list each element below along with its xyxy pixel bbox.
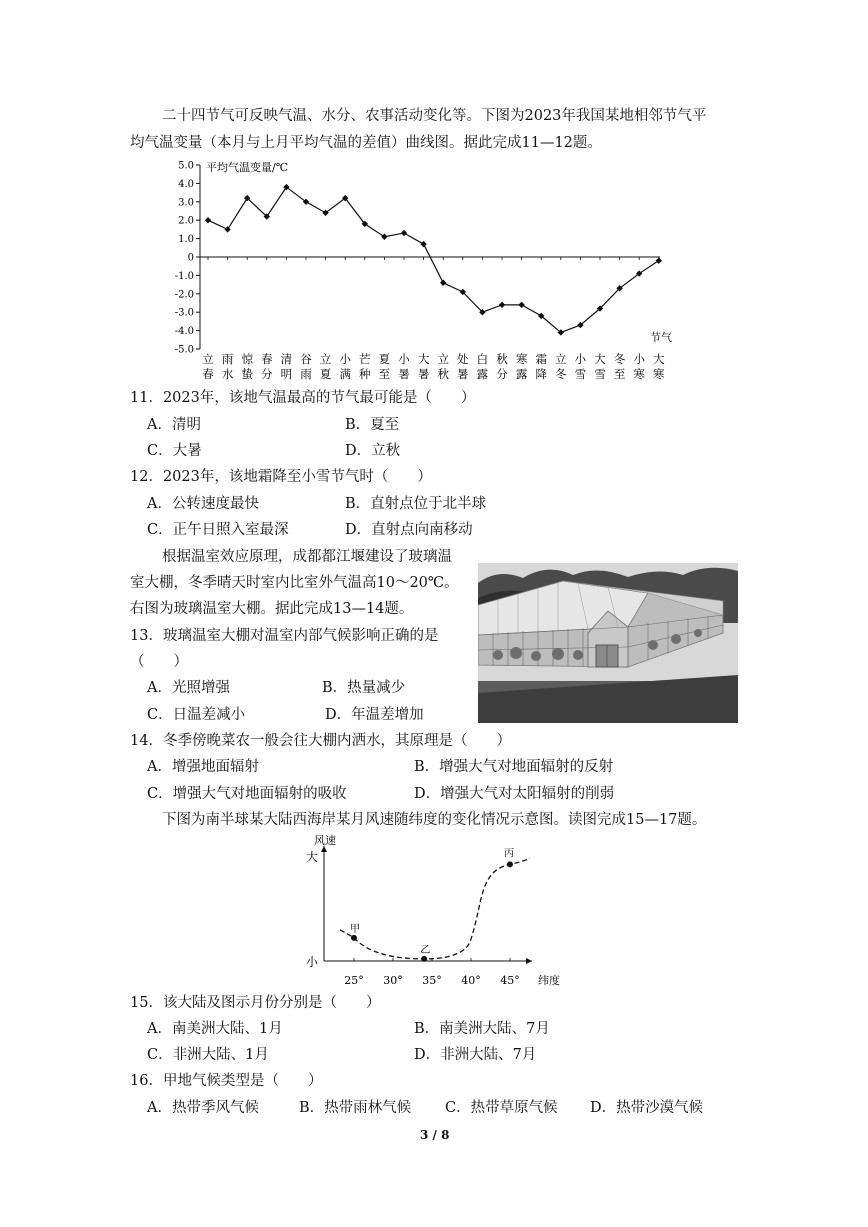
y-tick-label: -3.0 [174,307,194,319]
q13-stem-bracket: （ ） [130,654,188,670]
x-tick-label: 春 [261,352,273,366]
q12-option-b: B．直射点位于北半球 [345,496,487,512]
q13-option-b: B．热量减少 [322,680,406,696]
x-tick-label: 夏 [319,367,332,381]
x-tick-label: 小 [398,352,410,366]
wind-speed-chart [300,832,570,992]
q11-option-a: A．清明 [147,417,201,433]
y-tick-label: 2.0 [178,215,194,227]
x-axis-label: 纬度 [538,974,560,987]
q12-option-d: D．直射点向南移动 [345,522,473,538]
q13-stem: 13．玻璃温室大棚对温室内部气候影响正确的是 [130,628,439,644]
point-label: 甲 [350,923,360,935]
intro2-line2: 室大棚，冬季晴天时室内比室外气温高10～20℃。 [130,575,459,591]
data-point [656,257,662,263]
y-tick-label: 5.0 [178,160,194,172]
intro1-line1: 二十四节气可反映气温、水分、农事活动变化等。下图为2023年我国某地相邻节气平 [162,108,707,124]
x-tick-label: 满 [339,367,351,381]
x-tick-label: 立 [437,352,449,366]
greenhouse-photo [478,563,738,723]
x-tick-label: 立 [202,352,214,366]
q16-option-d: D．热带沙漠气候 [590,1100,704,1116]
x-tick-label: 雪 [594,367,606,381]
x-tick-label: 霜 [535,352,547,366]
x-tick-label: 露 [515,367,528,381]
x-tick-label: 40° [461,974,481,987]
x-tick-label: 立 [555,352,567,366]
data-point [205,217,211,223]
x-tick-label: 至 [613,367,626,381]
x-tick-label: 暑 [417,367,430,381]
q15-option-d: D．非洲大陆、7月 [414,1047,537,1063]
x-tick-label: 30° [383,974,403,987]
intro3-line1: 下图为南半球某大陆西海岸某月风速随纬度的变化情况示意图。读图完成15—17题。 [162,812,707,828]
x-tick-label: 暑 [398,367,410,381]
q12-stem: 12．2023年，该地霜降至小雪节气时（ ） [130,469,432,485]
q12-option-a: A．公转速度最快 [147,496,259,512]
x-tick-label: 蛰 [241,367,253,381]
x-tick-label: 露 [476,367,489,381]
x-tick-label: 45° [500,974,520,987]
q13-option-a: A．光照增强 [147,680,230,696]
data-point [507,861,513,867]
data-point [421,956,427,962]
x-tick-label: 小 [339,352,351,366]
data-point [518,302,524,308]
y-tick-label: -2.0 [174,289,194,301]
x-tick-label: 大 [653,352,665,366]
x-tick-label: 雨 [221,352,234,366]
x-tick-label: 暑 [457,367,469,381]
data-point [420,241,426,247]
y-tick-label: -4.0 [174,326,194,338]
x-tick-label: 冬 [555,367,567,381]
x-tick-label: 明 [280,367,293,381]
q14-stem: 14．冬季傍晚菜农一般会往大棚内洒水，其原理是（ ） [130,733,511,749]
y-tick-label: 4.0 [178,178,194,190]
x-tick-label: 分 [496,367,508,381]
q14-option-a: A．增强地面辐射 [147,759,259,775]
wind-speed-curve [340,858,530,959]
q11-stem: 11．2023年，该地气温最高的节气最可能是（ ） [130,390,476,406]
x-tick-label: 春 [202,367,214,381]
data-point [440,280,446,286]
q15-option-b: B．南美洲大陆、7月 [414,1021,550,1037]
q15-stem: 15．该大陆及图示月份分别是（ ） [130,995,381,1011]
y-tick-label: 0 [187,252,194,264]
x-tick-label: 大 [594,352,606,366]
x-tick-label: 小 [633,352,645,366]
q15-option-c: C．非洲大陆、1月 [147,1047,269,1063]
x-tick-label: 谷 [300,352,312,366]
x-tick-label: 芒 [359,352,371,366]
y-axis-label: 平均气温变量/℃ [206,161,289,174]
q13-option-d: D．年温差增加 [325,707,424,723]
x-tick-label: 降 [535,367,547,381]
x-tick-label: 至 [378,367,391,381]
x-tick-label: 雪 [574,367,587,381]
y-tick-label: 3.0 [178,197,194,209]
data-point [381,234,387,240]
data-point [224,226,230,232]
x-tick-label: 雨 [300,367,312,381]
data-point [499,302,505,308]
page-number: 3 / 8 [420,1128,450,1142]
x-tick-label: 小 [574,352,587,366]
x-tick-label: 处 [457,352,469,366]
x-tick-label: 清 [280,352,293,366]
series-line [208,187,659,332]
intro2-line1: 根据温室效应原理，成都都江堰建设了玻璃温 [162,549,452,565]
x-tick-label: 冬 [613,352,626,366]
intro1-line2: 均气温变量（本月与上月平均气温的差值）曲线图。据此完成11—12题。 [130,135,602,151]
q14-option-b: B．增强大气对地面辐射的反射 [414,759,614,775]
point-label: 乙 [420,944,431,956]
q16-option-c: C．热带草原气候 [445,1100,558,1116]
q15-option-a: A．南美洲大陆、1月 [147,1021,283,1037]
y-tick-label: 1.0 [178,234,194,246]
x-tick-label: 寒 [633,367,645,381]
x-axis-label: 节气 [650,331,672,344]
q12-option-c: C．正午日照入室最深 [147,522,289,538]
intro2-line3: 右图为玻璃温室大棚。据此完成13—14题。 [130,601,414,617]
x-tick-label: 秋 [437,367,449,381]
q16-option-a: A．热带季风气候 [147,1100,259,1116]
x-tick-label: 白 [476,352,489,366]
x-tick-label: 寒 [515,352,528,366]
q14-option-d: D．增强大气对太阳辐射的削弱 [414,786,615,802]
q13-option-c: C．日温差减小 [147,707,246,723]
q11-option-d: D．立秋 [345,443,401,459]
y-tick-label: -5.0 [174,344,194,356]
q14-option-c: C．增强大气对地面辐射的吸收 [147,786,347,802]
q16-option-b: B．热带雨林气候 [299,1100,412,1116]
x-tick-label: 立 [319,352,332,366]
data-point [401,230,407,236]
x-tick-label: 种 [359,367,371,381]
x-tick-label: 大 [417,352,430,366]
x-tick-label: 25° [344,974,364,987]
x-axis-arrow [526,958,532,964]
x-tick-label: 分 [261,367,273,381]
x-tick-label: 秋 [496,352,508,366]
q11-option-c: C．大暑 [147,443,202,459]
temperature-change-chart [160,155,680,387]
x-tick-label: 寒 [653,367,665,381]
y-high-label: 大 [306,850,319,864]
q11-option-b: B．夏至 [345,417,400,433]
q16-stem: 16．甲地气候类型是（ ） [130,1073,323,1089]
x-tick-label: 水 [221,367,234,381]
y-tick-label: -1.0 [174,270,194,282]
x-tick-label: 35° [422,974,442,987]
x-tick-label: 夏 [378,352,391,366]
y-low-label: 小 [306,955,319,969]
x-tick-label: 惊 [241,352,253,366]
y-axis-label: 风速 [314,834,336,847]
point-label: 丙 [504,848,514,860]
data-point [351,935,357,941]
